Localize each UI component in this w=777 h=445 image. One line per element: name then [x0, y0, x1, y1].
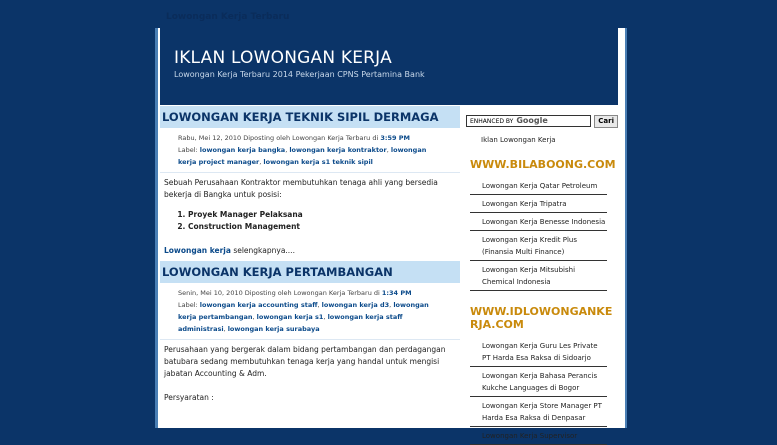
blog-title[interactable]: IKLAN LOWONGAN KERJA — [174, 48, 392, 68]
post-date: Senin, Mei 10, 2010 Diposting oleh Lowongan Kerja Terbaru di — [178, 289, 382, 297]
list-item[interactable]: Lowongan Kerja Guru Les Private PT Harda Esa Raksa di Sidoarjo — [470, 337, 607, 367]
label-link[interactable]: lowongan kerja pertambangan — [178, 301, 429, 321]
list-item[interactable]: Lowongan Kerja Mitsubishi Chemical Indonesia — [470, 261, 607, 291]
post-text: Perusahaan yang bergerak dalam bidang pertambangan dan perdagangan batubara sedang membutuhkan tenaga kerja yang handal untuk mengisi jabatan Accounting & Adm. — [164, 345, 446, 378]
label-link[interactable]: lowongan kerja project manager — [178, 146, 427, 166]
main-column — [160, 106, 460, 408]
post — [160, 106, 460, 261]
search-button[interactable]: Cari — [594, 115, 618, 128]
list-item[interactable]: Lowongan Kerja Benesse Indonesia — [470, 213, 607, 231]
home-link[interactable]: Iklan Lowongan Kerja — [481, 136, 556, 144]
post-date: Rabu, Mei 12, 2010 Diposting oleh Lowongan Kerja Terbaru di — [178, 134, 381, 142]
section-heading: WWW.BILABOONG.COM — [470, 158, 616, 171]
label-link[interactable]: lowongan kerja s1 — [256, 313, 324, 321]
post-meta: Rabu, Mei 12, 2010 Diposting oleh Lowongan Kerja Terbaru di 3:59 PM Label: lowongan kerja bangka, lowongan kerja kontraktor, lowongan kerja project manager, lowongan kerja s1 teknik sipil — [160, 128, 460, 173]
list-item[interactable]: Lowongan Kerja Tripatra — [470, 195, 607, 213]
list-item[interactable]: Lowongan Kerja Store Manager PT Harda Esa Raksa di Denpasar — [470, 397, 607, 427]
label-link[interactable]: lowongan kerja surabaya — [227, 325, 320, 333]
link-list — [470, 177, 607, 291]
post-time-link[interactable]: 1:34 PM — [381, 289, 412, 297]
read-more-link[interactable]: Lowongan kerja — [164, 246, 231, 255]
top-link[interactable]: Lowongan Kerja Terbaru — [166, 12, 290, 22]
post — [160, 261, 460, 408]
label-link[interactable]: lowongan kerja staff administrasi — [178, 313, 403, 333]
search-input[interactable]: ENHANCED BY Google — [466, 115, 591, 127]
label-prefix: Label: — [178, 146, 200, 154]
label-link[interactable]: lowongan kerja s1 teknik sipil — [263, 158, 373, 166]
list-item[interactable]: Lowongan Kerja Bahasa Perancis Kukche Languages di Bogor — [470, 367, 607, 397]
blog-description: Lowongan Kerja Terbaru 2014 Pekerjaan CPNS Pertamina Bank — [174, 70, 425, 79]
label-link[interactable]: lowongan kerja d3 — [321, 301, 390, 309]
page-container — [155, 28, 627, 440]
label-link[interactable]: lowongan kerja accounting staff — [199, 301, 318, 309]
label-link[interactable]: lowongan kerja bangka — [199, 146, 286, 154]
label-link[interactable]: lowongan kerja kontraktor — [289, 146, 387, 154]
post-body — [160, 173, 460, 261]
link-list — [470, 337, 607, 445]
post-time-link[interactable]: 3:59 PM — [380, 134, 410, 142]
search-form — [466, 115, 618, 128]
list-item[interactable]: Lowongan Kerja Supervisor — [470, 427, 607, 445]
read-more-text: selengkapnya.... — [230, 246, 295, 255]
list-item[interactable]: Lowongan Kerja Kredit Plus (Finansia Multi Finance) — [470, 231, 607, 261]
post-text: Persyaratan : — [164, 393, 214, 402]
list-item[interactable]: Lowongan Kerja Qatar Petroleum — [470, 177, 607, 195]
section-heading: WWW.IDLOWONGANKERJA.COM — [470, 305, 613, 331]
post-title[interactable]: LOWONGAN KERJA PERTAMBANGAN — [160, 261, 460, 283]
list-item: 1. Proyek Manager Pelaksana — [188, 209, 456, 221]
blog-header — [160, 28, 618, 105]
post-body — [160, 340, 460, 408]
label-prefix: Label: — [178, 301, 200, 309]
list-item: 2. Construction Management — [188, 221, 456, 233]
post-title[interactable]: LOWONGAN KERJA TEKNIK SIPIL DERMAGA — [160, 106, 460, 128]
sidebar — [463, 115, 618, 445]
post-text: Sebuah Perusahaan Kontraktor membutuhkan tenaga ahli yang bersedia bekerja di Bangka untuk posisi: — [164, 178, 438, 199]
post-meta: Senin, Mei 10, 2010 Diposting oleh Lowongan Kerja Terbaru di 1:34 PM Label: lowongan kerja accounting staff, lowongan kerja d3, lowongan kerja pertambangan, lowongan kerja s1, lowongan kerja staff administrasi, lowongan kerja surabaya — [160, 283, 460, 340]
